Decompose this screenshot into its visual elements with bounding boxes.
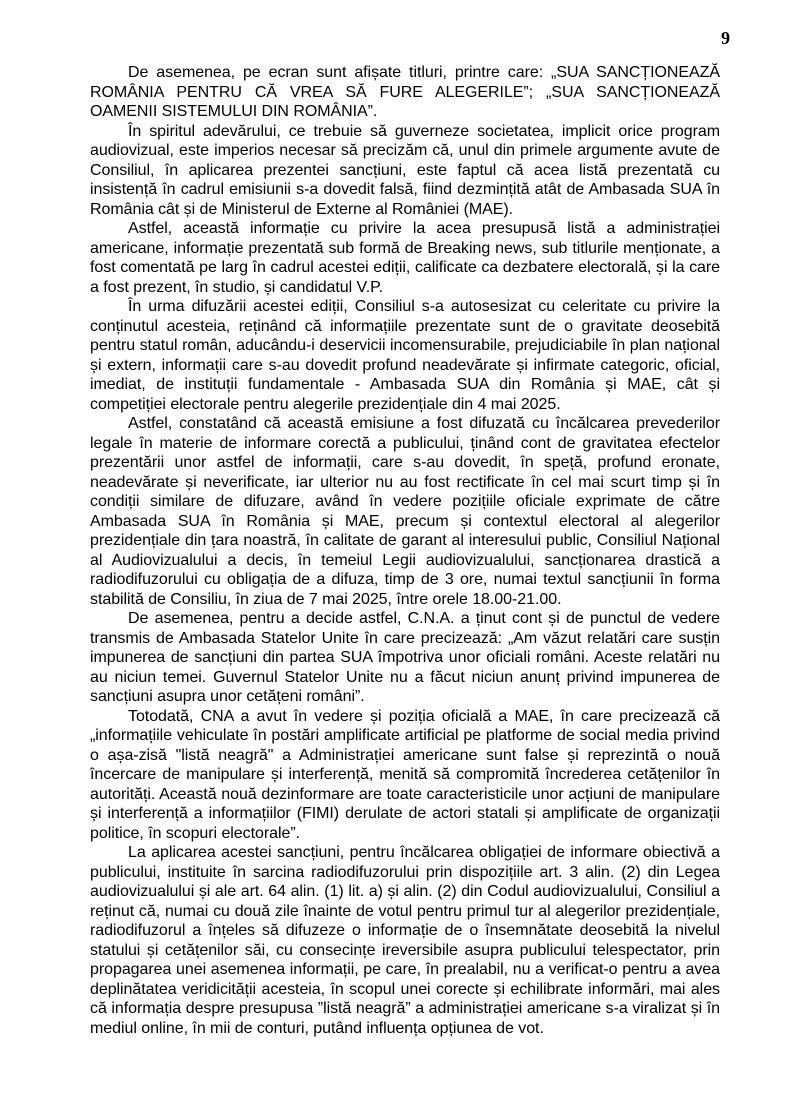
page-number: 9 bbox=[721, 28, 730, 48]
document-body bbox=[90, 63, 720, 1038]
paragraph-headlines: De asemenea, pe ecran sunt afișate titluri, printre care: „SUA SANCȚIONEAZĂ ROMÂNIA PENTRU CĂ VREA SĂ FURE ALEGERILE”; „SUA SANCȚIONEAZĂ OAMENII SISTEMULUI DIN ROMÂNIA”. bbox=[90, 64, 720, 120]
paragraph-self-notification: În urma difuzării acestei ediții, Consiliul s-a autosesizat cu celeritate cu privire la conținutul acesteia, reținând că informațiile prezentate sunt de o gravitate deosebită pentru statul român, aducându-i deservicii incomensurabile, prejudiciabile în plan național și extern, informații care s-au dovedit profund neadevărate și infirmate categoric, oficial, imediat, de instituții fundamentale - Ambasada SUA din România și MAE, cât și competiției electorale pentru alegerile prezidențiale din 4 mai 2025. bbox=[90, 298, 720, 413]
paragraph-breaking-news: Astfel, această informație cu privire la acea presupusă listă a administrației americane, informație prezentată sub formă de Breaking news, sub titlurile menționate, a fost comentată pe larg în cadrul acestei ediții, calificate ca dezbatere electorală, și la care a fost prezent, în studio, și candidatul V.P. bbox=[90, 220, 720, 296]
paragraph-us-embassy-statement: De asemenea, pentru a decide astfel, C.N.A. a ținut cont și de punctul de vedere transmis de Ambasada Statelor Unite în care precizează: „Am văzut relatări care susțin impunerea de sancțiuni din partea SUA împotriva unor oficiali români. Aceste relatări nu au niciun temei. Guvernul Statelor Unite nu a făcut niciun anunț privind impunerea de sancțiuni asupra unor cetățeni români”. bbox=[90, 610, 720, 705]
paragraph-sanction-decision: Astfel, constatând că această emisiune a fost difuzată cu încălcarea prevederilor legale în materie de informare corectă a publicului, ținând cont de gravitatea efectelor prezentării unor astfel de informații, care s-au dovedit, în speță, profund eronate, neadevărate și neverificate, iar ulterior nu au fost rectificate în cel mai scurt timp și în condiții similare de difuzare, având în vedere pozițiile oficiale exprimate de către Ambasada SUA în România și MAE, precum și contextul electoral al alegerilor prezidențiale din țara noastră, în calitate de garant al interesului public, Consiliul Național al Audiovizualului a decis, în temeiul Legii audiovizualului, sancționarea drastică a radiodifuzorului cu obligația de a difuza, timp de 3 ore, numai textul sancțiunii în forma stabilită de Consiliu, în ziua de 7 mai 2025, între orele 18.00-21.00. bbox=[90, 415, 720, 608]
paragraph-false-list: În spiritul adevărului, ce trebuie să guverneze societatea, implicit orice program audiovizual, este imperios necesar să precizăm că, unul din primele argumente avute de Consiliul, în aplicarea prezentei sancțiuni, este faptul că acea listă prezentată cu insistență în cadrul emisiunii s-a dovedit falsă, fiind dezmințită atât de Ambasada SUA în România cât și de Ministerul de Externe al României (MAE). bbox=[90, 122, 720, 218]
paragraph-mae-position: Totodată, CNA a avut în vedere și poziția oficială a MAE, în care precizează că „informațiile vehiculate în postări amplificate artificial pe platforme de social media privind o așa-zisă "listă neagră" a Administrației americane sunt false și reprezintă o nouă încercare de manipulare și interferență, menită să compromită încrederea cetățenilor în autorități. Această nouă dezinformare are toate caracteristicile unor acțiuni de manipulare și interferență a informațiilor (FIMI) derulate de actori statali și amplificate de organizații politice, în scopuri electorale”. bbox=[90, 707, 720, 842]
paragraph-legal-basis: La aplicarea acestei sancțiuni, pentru încălcarea obligației de informare obiectivă a publicului, instituite în sarcina radiodifuzorului prin dispozițiile art. 3 alin. (2) din Legea audiovizualului și ale art. 64 alin. (1) lit. a) și alin. (2) din Codul audiovizualului, Consiliul a reținut că, numai cu două zile înainte de votul pentru primul tur al alegerilor prezidențiale, radiodifuzorul a înțeles să difuzeze o informație de o însemnătate deosebită la nivelul statului și cetățenilor săi, cu consecințe ireversibile asupra publicului telespectator, prin propagarea unei asemenea informații, pe care, în prealabil, nu a verificat-o pentru a avea deplinătatea veridicității acesteia, în scopul unei corecte și echilibrate informări, mai ales că informația despre presupusa ”listă neagră” a administrației americane s-a viralizat și în mediul online, în mii de conturi, putând influența opțiunea de vot. bbox=[90, 844, 720, 1037]
